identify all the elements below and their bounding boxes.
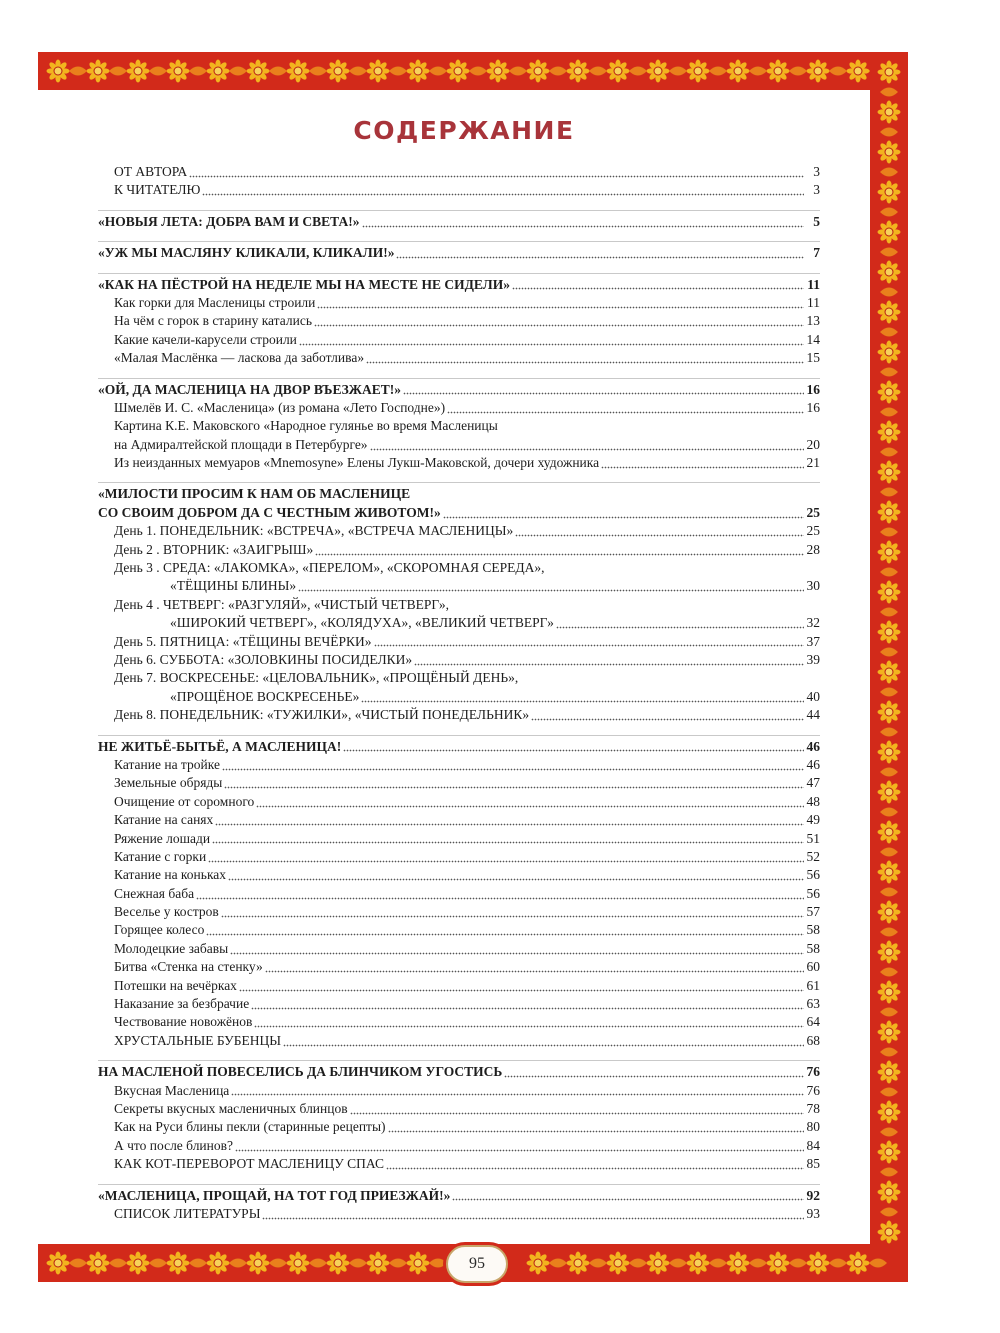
toc-entry <box>98 707 820 725</box>
dot-leader <box>208 859 804 863</box>
flower-ornament-icon <box>878 301 901 324</box>
toc-entry-label: «ТЁЩИНЫ БЛИНЫ» <box>170 578 297 594</box>
dot-leader <box>366 361 804 365</box>
dot-leader <box>212 841 804 845</box>
dot-leader <box>224 786 804 790</box>
toc-entry <box>98 542 820 560</box>
toc-entry <box>98 1138 820 1156</box>
toc-entry-label: Земельные обряды <box>114 775 223 791</box>
flower-ornament-icon <box>878 621 901 644</box>
flower-ornament-icon <box>687 1252 710 1275</box>
toc-entry-page: 46 <box>806 738 820 754</box>
toc-entry <box>98 689 820 707</box>
toc-entry <box>98 812 820 830</box>
flower-ornament-icon <box>407 60 430 83</box>
toc-entry <box>98 437 820 455</box>
toc-entry <box>98 849 820 867</box>
flower-ornament-icon <box>327 1252 350 1275</box>
dot-leader <box>361 699 804 703</box>
dot-leader <box>230 951 804 955</box>
toc-entry-label: Катание на тройке <box>114 756 220 772</box>
toc-entry-page: 80 <box>806 1119 820 1135</box>
toc-entry-page: 76 <box>806 1064 820 1080</box>
flower-ornament-icon <box>878 901 901 924</box>
flower-ornament-icon <box>847 60 870 83</box>
toc-entry-label: ХРУСТАЛЬНЫЕ БУБЕНЦЫ <box>114 1032 281 1048</box>
toc-entry-page: 61 <box>806 977 820 993</box>
dot-leader <box>299 342 804 346</box>
toc-entry-label: На чём с горок в старину катались <box>114 313 312 329</box>
flower-ornament-icon <box>367 60 390 83</box>
toc-entry-label: НЕ ЖИТЬЁ-БЫТЬЁ, А МАСЛЕНИЦА! <box>98 738 342 754</box>
dot-leader <box>414 662 804 666</box>
toc-entry <box>98 1083 820 1101</box>
flower-ornament-icon <box>167 1252 190 1275</box>
flower-ornament-icon <box>287 60 310 83</box>
toc-entry-label: Какие качели-карусели строили <box>114 331 297 347</box>
dot-leader <box>231 1093 804 1097</box>
toc-entry <box>98 164 820 182</box>
toc-entry-page: 15 <box>806 350 820 366</box>
toc-entry <box>98 886 820 904</box>
flower-ornament-icon <box>647 1252 670 1275</box>
dot-leader <box>206 933 804 937</box>
toc-entry <box>98 996 820 1014</box>
dot-leader <box>515 534 804 538</box>
toc-entry <box>98 455 820 473</box>
flower-ornament-icon <box>607 60 630 83</box>
dot-leader <box>447 410 804 414</box>
toc-entry <box>98 523 820 541</box>
toc-entry-page: 25 <box>806 504 820 520</box>
flower-ornament-icon <box>647 60 670 83</box>
flower-ornament-icon <box>47 60 70 83</box>
toc-entry-label: Чествование новожёнов <box>114 1014 253 1030</box>
flower-ornament-icon <box>878 1101 901 1124</box>
toc-entry <box>98 482 820 504</box>
dot-leader <box>386 1167 804 1171</box>
flower-ornament-icon <box>767 60 790 83</box>
flower-ornament-icon <box>878 341 901 364</box>
toc-entry <box>98 1033 820 1051</box>
dot-leader <box>228 878 804 882</box>
dot-leader <box>189 174 804 178</box>
toc-entry-page: 49 <box>806 812 820 828</box>
flower-ornament-icon <box>878 461 901 484</box>
toc-entry <box>98 634 820 652</box>
toc-entry-page: 68 <box>806 1032 820 1048</box>
toc-entry <box>98 578 820 596</box>
toc-entry <box>98 867 820 885</box>
flower-ornament-icon <box>878 741 901 764</box>
dot-leader <box>298 589 804 593</box>
flower-ornament-icon <box>87 1252 110 1275</box>
toc-entry-page: 56 <box>806 867 820 883</box>
toc-entry-label: День 6. СУББОТА: «ЗОЛОВКИНЫ ПОСИДЕЛКИ» <box>114 651 413 667</box>
dot-leader <box>314 324 804 328</box>
flower-ornament-icon <box>247 1252 270 1275</box>
toc-entry-label: «НОВЫЯ ЛЕТА: ДОБРА ВАМ И СВЕТА!» <box>98 213 360 229</box>
toc-entry-page: 40 <box>806 688 820 704</box>
toc-entry-label: Наказание за безбрачие <box>114 996 250 1012</box>
toc-entry-label: СПИСОК ЛИТЕРАТУРЫ <box>114 1205 261 1221</box>
toc-entry-label: Из неизданных мемуаров «Mnemosyne» Елены Лукш-Маковской, дочери художника <box>114 455 600 471</box>
toc-entry-label: «МИЛОСТИ ПРОСИМ К НАМ ОБ МАСЛЕНИЦЕ <box>98 486 411 502</box>
toc-entry <box>98 615 820 633</box>
flower-ornament-icon <box>847 1252 870 1275</box>
flower-ornament-icon <box>878 1061 901 1084</box>
toc-entry <box>98 941 820 959</box>
flower-ornament-icon <box>167 60 190 83</box>
toc-entry-page: 37 <box>806 633 820 649</box>
dot-leader <box>504 1075 804 1079</box>
flower-ornament-icon <box>878 541 901 564</box>
flower-ornament-icon <box>878 181 901 204</box>
toc-entry-label: День 1. ПОНЕДЕЛЬНИК: «ВСТРЕЧА», «ВСТРЕЧА МАСЛЕНИЦЫ» <box>114 523 514 539</box>
flower-ornament-icon <box>287 1252 310 1275</box>
flower-ornament-icon <box>727 1252 750 1275</box>
toc-entry-page: 92 <box>806 1187 820 1203</box>
toc-entry-label: А что после блинов? <box>114 1137 234 1153</box>
flower-ornament-icon <box>127 60 150 83</box>
toc-entry <box>98 1156 820 1174</box>
flower-ornament-icon <box>567 1252 590 1275</box>
toc-entry-page: 7 <box>813 245 820 261</box>
dot-leader <box>512 287 804 291</box>
dot-leader <box>556 626 804 630</box>
page-number: 95 <box>446 1245 508 1283</box>
toc-entry <box>98 378 820 400</box>
dot-leader <box>254 1025 804 1029</box>
toc-entry-page: 56 <box>806 885 820 901</box>
flower-ornament-icon <box>878 981 901 1004</box>
toc-entry-label: Горящее колесо <box>114 922 205 938</box>
flower-ornament-icon <box>607 1252 630 1275</box>
flower-ornament-icon <box>247 60 270 83</box>
toc-entry <box>98 418 820 436</box>
toc-entry-page: 13 <box>806 313 820 329</box>
flower-ornament-icon <box>878 61 901 84</box>
toc-entry <box>98 273 820 295</box>
toc-entry-page: 51 <box>806 830 820 846</box>
dot-leader <box>235 1148 804 1152</box>
toc-entry <box>98 1060 820 1082</box>
dot-leader <box>215 823 804 827</box>
toc-entry-label: День 2 . ВТОРНИК: «ЗАИГРЫШ» <box>114 541 314 557</box>
toc-entry-page: 63 <box>806 996 820 1012</box>
toc-entry-label: Как горки для Масленицы строили <box>114 294 316 310</box>
dot-leader <box>388 1130 804 1134</box>
flower-ornament-icon <box>878 221 901 244</box>
toc-entry-page: 25 <box>806 523 820 539</box>
toc-entry-label: Катание на санях <box>114 812 214 828</box>
toc-entry-label: Потешки на вечёрках <box>114 977 237 993</box>
flower-ornament-icon <box>207 60 230 83</box>
flower-ornament-icon <box>807 1252 830 1275</box>
flower-ornament-icon <box>878 261 901 284</box>
toc-entry-page: 21 <box>806 455 820 471</box>
flower-ornament-icon <box>878 861 901 884</box>
ornament-border-top <box>38 52 908 90</box>
flower-ornament-icon <box>767 1252 790 1275</box>
flower-ornament-icon <box>878 421 901 444</box>
flower-ornament-icon <box>127 1252 150 1275</box>
dot-leader <box>601 465 804 469</box>
toc-entry <box>98 597 820 615</box>
toc-entry-page: 52 <box>806 848 820 864</box>
toc-entry-page: 85 <box>806 1156 820 1172</box>
toc-entry <box>98 904 820 922</box>
toc-entry <box>98 978 820 996</box>
toc-entry-label: «ШИРОКИЙ ЧЕТВЕРГ», «КОЛЯДУХА», «ВЕЛИКИЙ ЧЕТВЕРГ» <box>170 615 554 631</box>
flower-ornament-icon <box>878 1141 901 1164</box>
dot-leader <box>265 970 804 974</box>
toc-entry <box>98 922 820 940</box>
toc-entry <box>98 313 820 331</box>
dot-leader <box>403 392 804 396</box>
toc-entry <box>98 1119 820 1137</box>
flower-ornament-icon <box>527 60 550 83</box>
toc-entry <box>98 350 820 368</box>
toc-entry-label: ОТ АВТОРА <box>114 164 188 179</box>
toc-entry-page: 11 <box>807 294 820 310</box>
dot-leader <box>350 1111 804 1115</box>
flower-ornament-icon <box>878 1221 901 1244</box>
toc-entry-page: 5 <box>813 213 820 229</box>
flower-ornament-icon <box>878 661 901 684</box>
toc-entry-label: «ОЙ, ДА МАСЛЕНИЦА НА ДВОР ВЪЕЗЖАЕТ!» <box>98 381 401 397</box>
toc-entry <box>98 241 820 263</box>
toc-entry-label: Как на Руси блины пекли (старинные рецепты) <box>114 1119 386 1135</box>
dot-leader <box>362 224 805 228</box>
flower-ornament-icon <box>87 60 110 83</box>
dot-leader <box>262 1216 804 1220</box>
flower-ornament-icon <box>567 60 590 83</box>
toc-entry-page: 76 <box>806 1082 820 1098</box>
toc-entry-page: 30 <box>806 578 820 594</box>
toc-entry <box>98 1101 820 1119</box>
dot-leader <box>396 256 804 260</box>
dot-leader <box>196 896 804 900</box>
flower-ornament-icon <box>878 581 901 604</box>
toc-entry-label: Катание с горки <box>114 848 207 864</box>
ornament-border-right <box>870 52 908 1282</box>
toc-entry-page: 58 <box>806 940 820 956</box>
toc-entry <box>98 959 820 977</box>
flower-ornament-icon <box>878 941 901 964</box>
toc-entry <box>98 831 820 849</box>
dot-leader <box>251 1006 804 1010</box>
toc-entry-page: 57 <box>806 904 820 920</box>
toc-entry-label: КАК КОТ-ПЕРЕВОРОТ МАСЛЕНИЦУ СПАС <box>114 1156 385 1172</box>
toc-entry-page: 58 <box>806 922 820 938</box>
toc-entry-label: Снежная баба <box>114 885 195 901</box>
dot-leader <box>531 718 804 722</box>
dot-leader <box>283 1043 804 1047</box>
flower-ornament-icon <box>878 1021 901 1044</box>
dot-leader <box>374 644 804 648</box>
toc-entry-page: 28 <box>806 541 820 557</box>
dot-leader <box>317 305 804 309</box>
dot-leader <box>221 914 804 918</box>
toc-entry <box>98 757 820 775</box>
toc-entry-label: «УЖ МЫ МАСЛЯНУ КЛИКАЛИ, КЛИКАЛИ!» <box>98 245 395 261</box>
toc-entry-page: 60 <box>806 959 820 975</box>
toc-entry-label: «Малая Маслёнка — ласкова да заботлива» <box>114 350 365 366</box>
toc-entry-page: 16 <box>806 381 820 397</box>
toc-entry-label: Молодецкие забавы <box>114 940 229 956</box>
toc-entry <box>98 1206 820 1224</box>
dot-leader <box>256 804 804 808</box>
toc-entry-page: 46 <box>806 756 820 772</box>
toc-entry-label: «КАК НА ПЁСТРОЙ НА НЕДЕЛЕ МЫ НА МЕСТЕ НЕ СИДЕЛИ» <box>98 276 510 292</box>
dot-leader <box>239 988 804 992</box>
flower-ornament-icon <box>807 60 830 83</box>
dot-leader <box>343 749 804 753</box>
toc-entry-label: на Адмиралтейской площади в Петербурге» <box>114 436 368 452</box>
toc-entry <box>98 332 820 350</box>
dot-leader <box>443 515 804 519</box>
toc-entry-label: «ПРОЩЁНОЕ ВОСКРЕСЕНЬЕ» <box>170 688 360 704</box>
toc-entry <box>98 735 820 757</box>
flower-ornament-icon <box>207 1252 230 1275</box>
toc-entry-label: Битва «Стенка на стенку» <box>114 959 263 975</box>
toc-entry <box>98 794 820 812</box>
toc-entry-label: Ряжение лошади <box>114 830 211 846</box>
toc-entry-page: 64 <box>806 1014 820 1030</box>
toc-entry <box>98 182 820 200</box>
flower-ornament-icon <box>47 1252 70 1275</box>
dot-leader <box>202 193 804 197</box>
flower-ornament-icon <box>878 781 901 804</box>
flower-ornament-icon <box>878 821 901 844</box>
toc-entry-label: К ЧИТАТЕЛЮ <box>114 182 201 198</box>
toc-entry-label: СО СВОИМ ДОБРОМ ДА С ЧЕСТНЫМ ЖИВОТОМ!» <box>98 504 441 520</box>
toc-entry-label: День 7. ВОСКРЕСЕНЬЕ: «ЦЕЛОВАЛЬНИК», «ПРОЩЁНЫЙ ДЕНЬ», <box>114 670 519 686</box>
toc-entry <box>98 210 820 232</box>
dot-leader <box>370 447 804 451</box>
flower-ornament-icon <box>407 1252 430 1275</box>
toc-entry-page: 3 <box>813 164 820 179</box>
toc-entry-label: День 3 . СРЕДА: «ЛАКОМКА», «ПЕРЕЛОМ», «СКОРОМНАЯ СЕРЕДА», <box>114 560 545 576</box>
toc-entry-label: Секреты вкусных масленичных блинцов <box>114 1100 348 1116</box>
toc-entry-page: 84 <box>806 1137 820 1153</box>
toc-entry-label: «МАСЛЕНИЦА, ПРОЩАЙ, НА ТОТ ГОД ПРИЕЗЖАЙ!» <box>98 1187 451 1203</box>
toc-entry-label: НА МАСЛЕНОЙ ПОВЕСЕЛИСЬ ДА БЛИНЧИКОМ УГОСТИСЬ <box>98 1064 503 1080</box>
toc-entry <box>98 505 820 523</box>
flower-ornament-icon <box>878 501 901 524</box>
flower-ornament-icon <box>327 60 350 83</box>
flower-ornament-icon <box>447 60 470 83</box>
flower-ornament-icon <box>878 1181 901 1204</box>
toc-entry <box>98 1014 820 1032</box>
flower-ornament-icon <box>687 60 710 83</box>
flower-ornament-icon <box>878 381 901 404</box>
toc-entry-page: 44 <box>806 707 820 723</box>
toc-entry <box>98 295 820 313</box>
toc-entry-label: День 8. ПОНЕДЕЛЬНИК: «ТУЖИЛКИ», «ЧИСТЫЙ ПОНЕДЕЛЬНИК» <box>114 707 530 723</box>
toc-entry-label: Шмелёв И. С. «Масленица» (из романа «Лето Господне») <box>114 399 446 415</box>
toc-entry <box>98 670 820 688</box>
toc-entry <box>98 560 820 578</box>
toc-entry-page: 78 <box>806 1100 820 1116</box>
toc-entry-page: 3 <box>813 182 820 198</box>
toc-entry-label: День 5. ПЯТНИЦА: «ТЁЩИНЫ ВЕЧЁРКИ» <box>114 633 372 649</box>
toc-entry-label: Веселье у костров <box>114 904 219 920</box>
toc-entry-label: Катание на коньках <box>114 867 227 883</box>
toc-entry <box>98 652 820 670</box>
toc-entry <box>98 400 820 418</box>
toc-entry-label: Картина К.Е. Маковского «Народное гулянье во время Масленицы <box>114 418 498 434</box>
page-title: СОДЕРЖАНИЕ <box>353 116 575 145</box>
toc-entry-page: 48 <box>806 793 820 809</box>
flower-ornament-icon <box>367 1252 390 1275</box>
flower-ornament-icon <box>727 60 750 83</box>
dot-leader <box>315 552 804 556</box>
toc-entry-page: 39 <box>806 651 820 667</box>
toc-entry-page: 16 <box>806 399 820 415</box>
table-of-contents <box>98 164 820 1224</box>
flower-ornament-icon <box>487 60 510 83</box>
toc-entry-label: Очищение от соромного <box>114 793 255 809</box>
toc-entry-label: Вкусная Масленица <box>114 1082 230 1098</box>
flower-ornament-icon <box>527 1252 550 1275</box>
toc-entry-page: 14 <box>806 331 820 347</box>
toc-entry-page: 93 <box>806 1205 820 1221</box>
flower-ornament-icon <box>878 701 901 724</box>
toc-entry-page: 47 <box>806 775 820 791</box>
toc-entry <box>98 775 820 793</box>
toc-entry-label: День 4 . ЧЕТВЕРГ: «РАЗГУЛЯЙ», «ЧИСТЫЙ ЧЕТВЕРГ», <box>114 596 449 612</box>
dot-leader <box>452 1198 804 1202</box>
dot-leader <box>222 767 804 771</box>
toc-entry <box>98 1184 820 1206</box>
toc-entry-page: 20 <box>806 436 820 452</box>
toc-entry-page: 11 <box>807 276 820 292</box>
toc-entry-page: 32 <box>806 615 820 631</box>
